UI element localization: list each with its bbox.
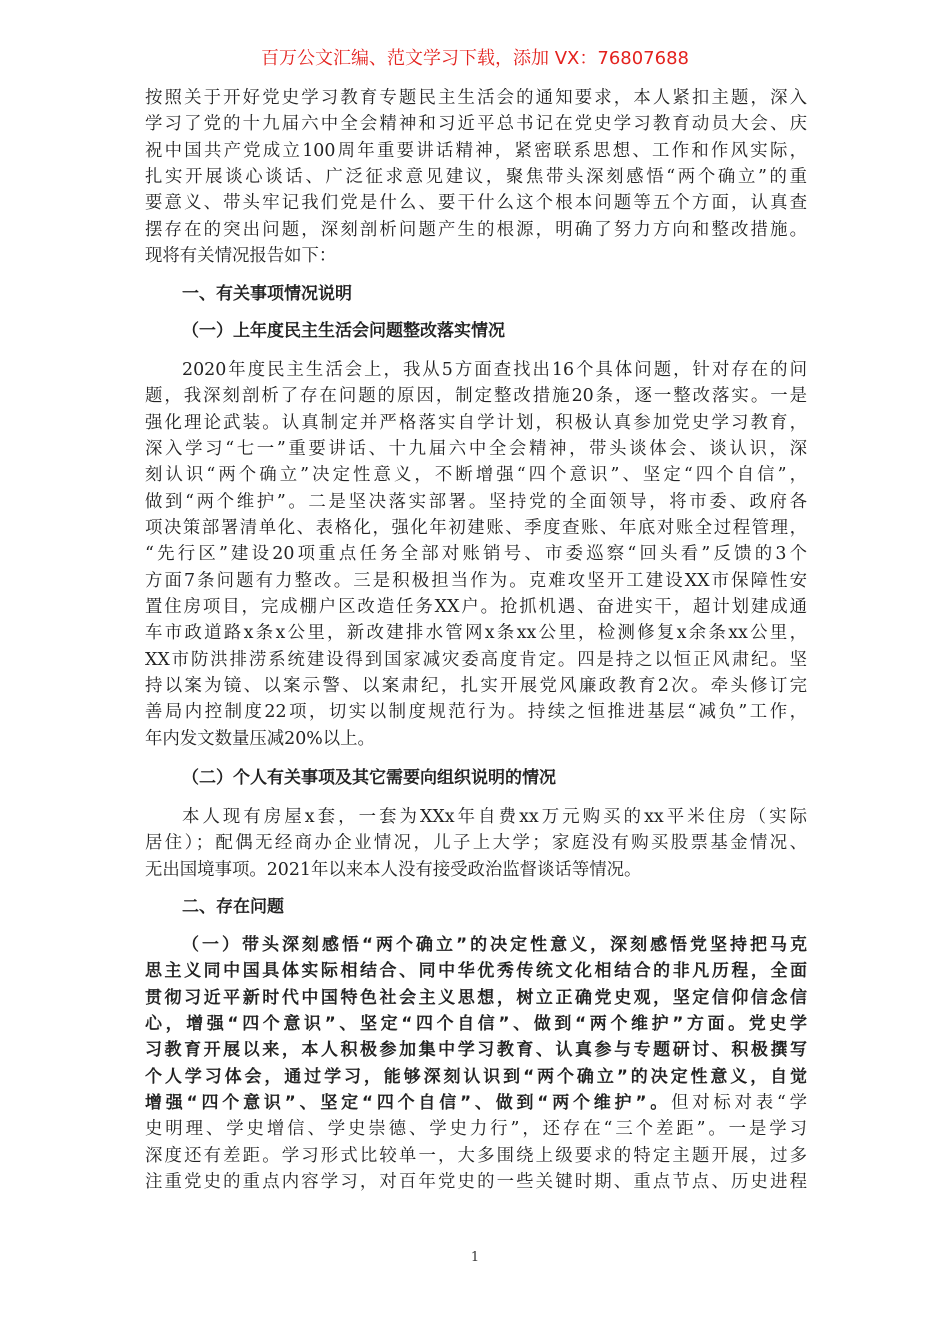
text-line: 史明理、学史增信、学史崇德、学史力行”，还存在“三个差距”。一是学习 (145, 1119, 807, 1140)
text-line: 无出国境事项。2021年以来本人没有接受政治监督谈话等情况。 (145, 859, 642, 880)
normal-text: 但对标对表“学 (671, 1093, 807, 1114)
text-line: 本人现有房屋x套，一套为XXx年自费xx万元购买的xx平米住房（实际 (182, 807, 807, 827)
watermark-header: 百万公文汇编、范文学习下载，添加 VX：76807688 (261, 48, 689, 69)
text-line: 方面7条问题有力整改。三是积极担当作为。克难攻坚开工建设XX市保障性安 (145, 570, 807, 591)
text-line: 项决策部署清单化、表格化，强化年初建账、季度查账、年底对账全过程管理， (145, 518, 807, 539)
text-line: 做到“两个维护”。二是坚决落实部署。坚持党的全面领导，将市委、政府各 (145, 491, 807, 512)
text-line: 要意义、带头牢记我们党是什么、要干什么这个根本问题等五个方面，认真查 (145, 193, 807, 214)
text-line: 持以案为镜、以案示警、以案肃纪，扎实开展党风廉政教育2次。牵头修订完 (145, 676, 807, 697)
text-line: 思主义同中国具体实际相结合、同中华优秀传统文化相结合的非凡历程，全面 (145, 961, 807, 982)
section-heading: 一、有关事项情况说明 (182, 284, 352, 304)
text-line: 题，我深刻剖析了存在问题的原因，制定整改措施20条，逐一整改落实。一是 (145, 386, 807, 407)
text-line: 刻认识“两个确立”决定性意义，不断增强“四个意识”、坚定“四个自信”， (145, 465, 807, 486)
subsection-heading: （二）个人有关事项及其它需要向组织说明的情况 (182, 768, 556, 788)
section-heading: 二、存在问题 (182, 897, 284, 917)
text-line: “先行区”建设20项重点任务全部对账销号、市委巡察“回头看”反馈的3个 (145, 544, 807, 565)
problems-paragraph (145, 932, 807, 1195)
text-line: 习教育开展以来，本人积极参加集中学习教育、认真参与专题研讨、积极撰写 (145, 1040, 807, 1061)
text-line: 摆存在的突出问题，深刻剖析问题产生的根源，明确了努力方向和整改措施。 (145, 219, 807, 240)
text-line: 扎实开展谈心谈话、广泛征求意见建议，聚焦带头深刻感悟“两个确立”的重 (145, 167, 807, 188)
text-line: 居住）；配偶无经商办企业情况，儿子上大学；家庭没有购买股票基金情况、 (145, 833, 807, 854)
text-line: 2020年度民主生活会上，我从5方面查找出16个具体问题，针对存在的问 (182, 360, 807, 380)
text-line: 贯彻习近平新时代中国特色社会主义思想，树立正确党史观，坚定信仰信念信 (145, 987, 807, 1008)
text-line: 注重党史的重点内容学习，对百年党史的一些关键时期、重点节点、历史进程 (145, 1172, 807, 1193)
text-line: 年内发文数量压减20%以上。 (145, 728, 375, 749)
text-line: 祝中国共产党成立100周年重要讲话精神，紧密联系思想、工作和作风实际， (145, 140, 807, 161)
subsection-heading: （一）上年度民主生活会问题整改落实情况 (182, 321, 505, 341)
text-line: 学习了党的十九届六中全会精神和习近平总书记在党史学习教育动员大会、庆 (145, 114, 807, 135)
text-line: 车市政道路x条x公里，新改建排水管网x条xx公里，检测修复x余条xx公里， (145, 623, 807, 644)
page-number: 1 (470, 1250, 480, 1265)
intro-paragraph (145, 85, 807, 269)
text-line (145, 1090, 807, 1116)
text-line: 深入学习“七一”重要讲话、十九届六中全会精神，带头谈体会、谈认识，深 (145, 439, 807, 460)
text-line: 现将有关情况报告如下： (145, 246, 337, 267)
bold-text: 增强“四个意识”、坚定“四个自信”、做到“两个维护”。 (145, 1093, 672, 1114)
text-line: 置住房项目，完成棚户区改造任务XX户。抢抓机遇、奋进实干，超计划建成通 (145, 597, 807, 618)
text-line: 善局内控制度22项，切实以制度规范行为。持续之恒推进基层“减负”工作， (145, 702, 807, 723)
rectification-paragraph (145, 357, 807, 752)
text-line: 按照关于开好党史学习教育专题民主生活会的通知要求，本人紧扣主题，深入 (145, 88, 807, 108)
text-line: 心，增强“四个意识”、坚定“四个自信”、做到“两个维护”方面。党史学 (145, 1014, 807, 1035)
personal-matters-paragraph (145, 804, 807, 883)
text-line: XX市防洪排涝系统建设得到国家减灾委高度肯定。四是持之以恒正风肃纪。坚 (145, 649, 807, 670)
text-line: （一）带头深刻感悟“两个确立”的决定性意义，深刻感悟党坚持把马克 (182, 935, 807, 955)
text-line: 强化理论武装。认真制定并严格落实自学计划，积极认真参加党史学习教育， (145, 412, 807, 433)
text-line: 深度还有差距。学习形式比较单一，大多围绕上级要求的特定主题开展，过多 (145, 1145, 807, 1166)
text-line: 个人学习体会，通过学习，能够深刻认识到“两个确立”的决定性意义，自觉 (145, 1066, 807, 1087)
